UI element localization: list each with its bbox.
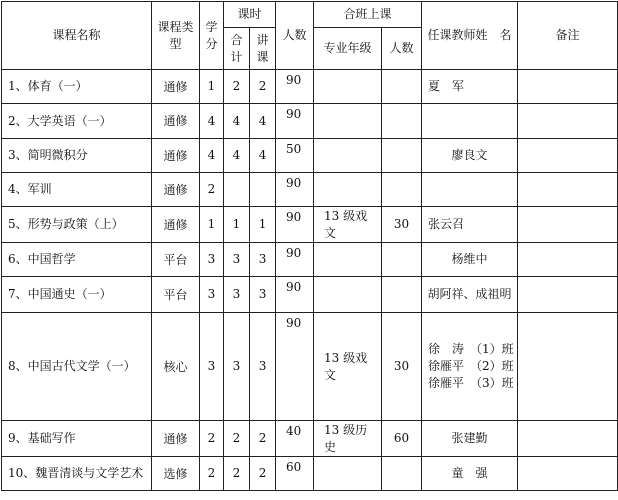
hours-lecture: 4 <box>250 139 276 173</box>
students: 90 <box>276 277 314 313</box>
hours-lecture <box>250 173 276 207</box>
hours-lecture: 3 <box>250 243 276 277</box>
table-row <box>2 104 618 139</box>
remark <box>518 70 618 104</box>
remark <box>518 207 618 243</box>
merged-students: 60 <box>382 421 422 457</box>
course-name: 9、基础写作 <box>2 421 152 457</box>
major-grade: 13 级历史 <box>314 421 382 457</box>
teacher: 胡阿祥、成祖明 <box>422 277 518 313</box>
major-grade: 13 级戏文 <box>314 313 382 421</box>
hours-total <box>224 173 250 207</box>
hours-total: 1 <box>224 207 250 243</box>
teacher: 张建勤 <box>422 421 518 457</box>
students: 90 <box>276 104 314 139</box>
major-grade <box>314 139 382 173</box>
hours-lecture: 4 <box>250 104 276 139</box>
teacher <box>422 313 518 421</box>
merged-students <box>382 243 422 277</box>
header-merged-class: 合班上课 <box>314 2 422 28</box>
merged-students <box>382 173 422 207</box>
course-name: 10、魏晋清谈与文学艺术 <box>2 457 152 491</box>
hours-total: 4 <box>224 139 250 173</box>
teacher <box>422 173 518 207</box>
hours-total: 3 <box>224 243 250 277</box>
teacher: 夏 军 <box>422 70 518 104</box>
students: 90 <box>276 173 314 207</box>
students: 90 <box>276 70 314 104</box>
remark <box>518 421 618 457</box>
teacher-line: 徐雁平 （2）班 <box>428 359 514 373</box>
remark <box>518 313 618 421</box>
major-grade <box>314 277 382 313</box>
course-type: 通修 <box>152 173 200 207</box>
remark <box>518 104 618 139</box>
merged-students: 30 <box>382 207 422 243</box>
teacher-line: 徐雁平 （3）班 <box>428 376 514 390</box>
hours-total: 4 <box>224 104 250 139</box>
hours-total: 2 <box>224 457 250 491</box>
course-name: 6、中国哲学 <box>2 243 152 277</box>
table-row <box>2 457 618 491</box>
students: 90 <box>276 313 314 421</box>
header-merged-students: 人数 <box>382 28 422 70</box>
teacher: 张云召 <box>422 207 518 243</box>
credits: 2 <box>200 173 224 207</box>
remark <box>518 173 618 207</box>
header-hours-lecture: 讲课 <box>250 28 276 70</box>
credits: 3 <box>200 313 224 421</box>
remark <box>518 139 618 173</box>
merged-students <box>382 104 422 139</box>
hours-total: 3 <box>224 313 250 421</box>
remark <box>518 457 618 491</box>
course-type: 通修 <box>152 139 200 173</box>
course-name: 8、中国古代文学（一） <box>2 313 152 421</box>
header-students: 人数 <box>276 2 314 70</box>
credits: 1 <box>200 207 224 243</box>
table-row <box>2 207 618 243</box>
credits: 2 <box>200 421 224 457</box>
major-grade <box>314 104 382 139</box>
credits: 3 <box>200 243 224 277</box>
course-type: 平台 <box>152 243 200 277</box>
merged-students: 30 <box>382 313 422 421</box>
major-grade <box>314 173 382 207</box>
hours-lecture: 2 <box>250 70 276 104</box>
header-hours: 课时 <box>224 2 276 28</box>
teacher: 廖良文 <box>422 139 518 173</box>
students: 40 <box>276 421 314 457</box>
merged-students <box>382 70 422 104</box>
course-type: 通修 <box>152 421 200 457</box>
course-name: 3、简明微积分 <box>2 139 152 173</box>
course-type: 平台 <box>152 277 200 313</box>
course-type: 选修 <box>152 457 200 491</box>
merged-students <box>382 139 422 173</box>
credits: 4 <box>200 139 224 173</box>
course-type: 通修 <box>152 104 200 139</box>
header-credits: 学分 <box>200 2 224 70</box>
table-row <box>2 139 618 173</box>
major-grade <box>314 70 382 104</box>
students: 50 <box>276 139 314 173</box>
merged-students <box>382 457 422 491</box>
course-type: 通修 <box>152 70 200 104</box>
credits: 2 <box>200 457 224 491</box>
header-hours-total: 合计 <box>224 28 250 70</box>
credits: 1 <box>200 70 224 104</box>
table-row <box>2 313 618 421</box>
header-course-type: 课程类型 <box>152 2 200 70</box>
table-row <box>2 277 618 313</box>
table-row <box>2 243 618 277</box>
header-teacher: 任课教师姓 名 <box>422 2 518 70</box>
header-major-grade: 专业年级 <box>314 28 382 70</box>
course-name: 5、形势与政策（上） <box>2 207 152 243</box>
students: 60 <box>276 457 314 491</box>
course-name: 4、军训 <box>2 173 152 207</box>
major-grade: 13 级戏文 <box>314 207 382 243</box>
hours-lecture: 1 <box>250 207 276 243</box>
hours-total: 3 <box>224 277 250 313</box>
major-grade <box>314 243 382 277</box>
course-name: 1、体育（一） <box>2 70 152 104</box>
teacher: 杨维中 <box>422 243 518 277</box>
credits: 3 <box>200 277 224 313</box>
header-remarks: 备注 <box>518 2 618 70</box>
teacher: 童 强 <box>422 457 518 491</box>
hours-lecture: 2 <box>250 457 276 491</box>
course-schedule-table <box>1 1 618 491</box>
table-row <box>2 421 618 457</box>
teacher <box>422 104 518 139</box>
major-grade <box>314 457 382 491</box>
remark <box>518 277 618 313</box>
course-name: 2、大学英语（一） <box>2 104 152 139</box>
students: 90 <box>276 243 314 277</box>
credits: 4 <box>200 104 224 139</box>
remark <box>518 243 618 277</box>
hours-lecture: 2 <box>250 421 276 457</box>
hours-lecture: 3 <box>250 313 276 421</box>
hours-total: 2 <box>224 421 250 457</box>
hours-lecture: 3 <box>250 277 276 313</box>
course-type: 通修 <box>152 207 200 243</box>
table-row <box>2 173 618 207</box>
teacher-line: 徐 涛 （1）班 <box>428 342 514 356</box>
students: 90 <box>276 207 314 243</box>
course-name: 7、中国通史（一） <box>2 277 152 313</box>
header-course-name: 课程名称 <box>2 2 152 70</box>
merged-students <box>382 277 422 313</box>
hours-total: 2 <box>224 70 250 104</box>
course-type: 核心 <box>152 313 200 421</box>
table-row <box>2 70 618 104</box>
